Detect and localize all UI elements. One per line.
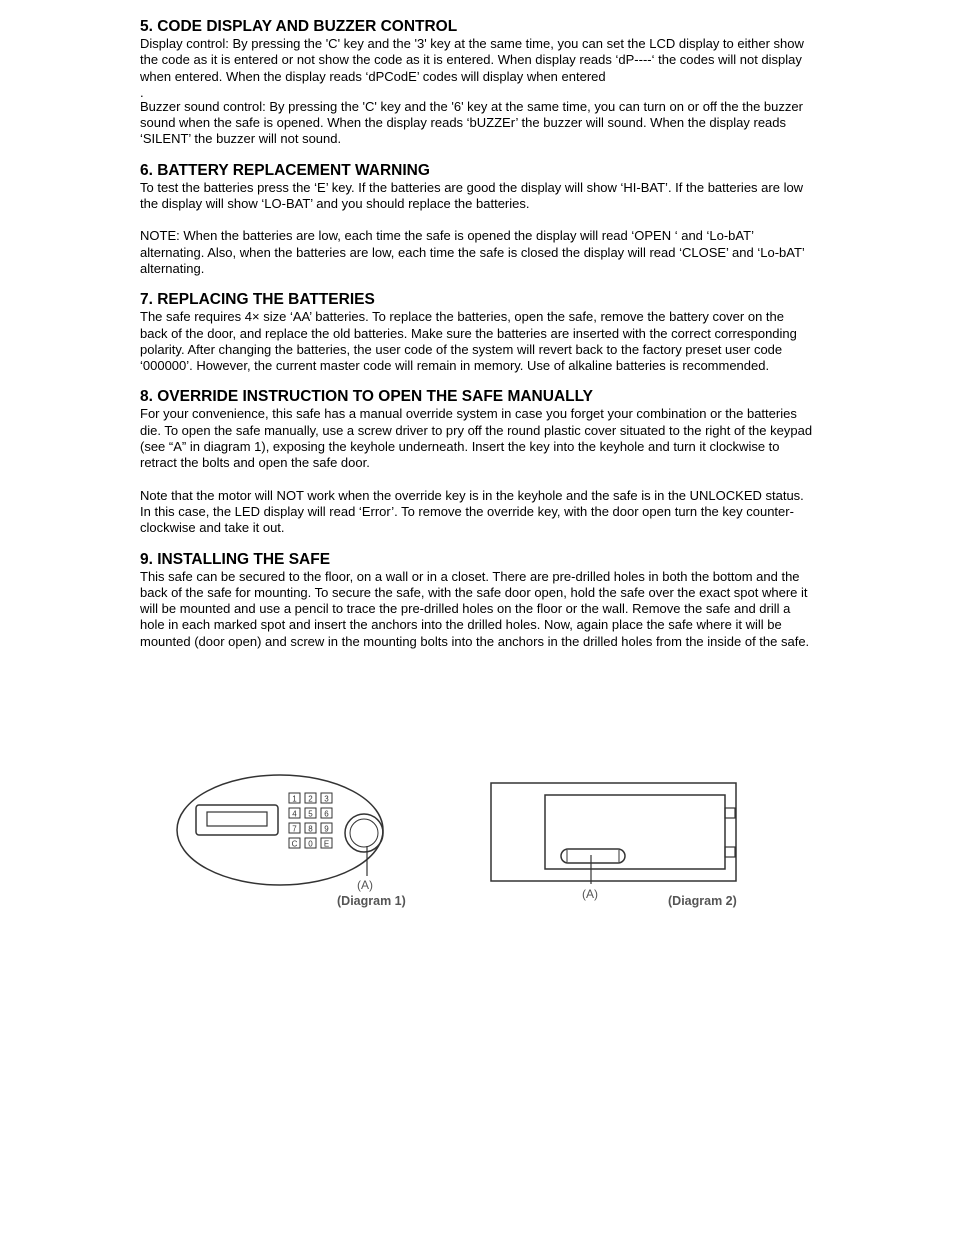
keypad-key (305, 838, 316, 848)
paragraph: NOTE: When the batteries are low, each time the safe is opened the display will read ‘OPEN ‘ and ‘Lo-bAT’ alternating. Also, when the batteries are low, each time the safe is closed the display will read ‘CLOSE’ and ‘Lo-bAT’ alternating. (140, 228, 805, 276)
hinge-bottom (725, 847, 735, 857)
keypad-panel-outline (177, 775, 383, 885)
diagram-2 (491, 783, 736, 884)
keypad-key-label: C (291, 839, 298, 849)
keypad-key (289, 838, 300, 848)
keypad-key-label: 6 (324, 809, 329, 819)
paragraph: . (140, 84, 144, 100)
section-override (140, 388, 815, 536)
override-cover (345, 814, 383, 852)
battery-compartment (545, 795, 725, 869)
paragraph: The safe requires 4× size ‘AA’ batteries. To replace the batteries, open the safe, remove the battery cover on the back of the door, and replace the old batteries. Make sure the batteries are inserted with the correct corresponding polarity. After changing the batteries, the user code of the system will revert back to the factory preset user code ‘000000’. However, the current master code will remain in memory. Use of alkaline batteries is recommended. (140, 309, 797, 374)
callout-label: (A) (582, 887, 598, 901)
keypad-key-label: 3 (324, 794, 329, 804)
keypad-key-label: 1 (292, 794, 297, 804)
paragraph: Note that the motor will NOT work when the override key is in the keyhole and the safe is in the UNLOCKED status. In this case, the LED display will read ‘Error’. To remove the override key, with the door open turn the key counter-clockwise and take it out. (140, 487, 804, 536)
diagram-1 (177, 775, 383, 885)
section-code-display (140, 18, 815, 148)
section-replacing-batteries (140, 291, 815, 374)
keypad-key (305, 808, 316, 818)
keypad-key (289, 823, 300, 833)
override-cover-inner (350, 819, 378, 847)
safe-outline (491, 783, 736, 881)
keypad-key-label: 0 (308, 839, 313, 849)
keypad-key-label: 2 (308, 794, 313, 804)
hinge-top (725, 808, 735, 818)
keypad-key-label: 4 (292, 809, 297, 819)
diagram-caption: (Diagram 2) (668, 894, 737, 908)
keypad-key (321, 808, 332, 818)
diagram-caption: (Diagram 1) (337, 894, 406, 908)
keypad-key (321, 838, 332, 848)
paragraph: To test the batteries press the ‘E’ key. If the batteries are good the display will show ‘HI-BAT’. If the batteries are low the display will show ‘LO-BAT’ and you should replace the batteries. (140, 179, 804, 212)
keypad-key-label: E (323, 839, 330, 849)
keypad-key-label: 9 (324, 824, 329, 834)
keypad-key (305, 823, 316, 833)
section-heading: 9. INSTALLING THE SAFE (140, 550, 331, 568)
callout-label: (A) (357, 878, 373, 892)
mounting-slot (561, 849, 625, 863)
keypad-key-label: 8 (308, 824, 313, 834)
keypad-key-label: 7 (292, 824, 297, 834)
section-battery-warning (140, 162, 815, 277)
keypad (289, 793, 332, 848)
lcd-display-screen (207, 812, 267, 826)
keypad-key (289, 808, 300, 818)
lcd-display-frame (196, 805, 278, 835)
keypad-key (321, 823, 332, 833)
paragraph: For your convenience, this safe has a manual override system in case you forget your combination or the batteries die. To open the safe manually, use a screw driver to pry off the round plastic cover situated to the right of the keypad (see “A” in diagram 1), exposing the keyhole underneath. Insert the key into the keyhole and turn it clockwise to retract the bolts and open the safe door. (140, 406, 813, 471)
keypad-key (289, 793, 300, 803)
manual-page (140, 18, 815, 664)
section-heading: 7. REPLACING THE BATTERIES (140, 291, 375, 309)
keypad-key-label: 5 (308, 809, 313, 819)
paragraph: Display control: By pressing the 'C' key and the '3' key at the same time, you can set the LCD display to either show the code as it is entered or not show the code as it is entered. When display reads ‘dP----‘ the codes will not display when entered. When the display reads ‘dPCodE’ codes will display when entered (140, 36, 804, 84)
keypad-key (321, 793, 332, 803)
section-heading: 5. CODE DISPLAY AND BUZZER CONTROL (140, 18, 458, 35)
paragraph: Buzzer sound control: By pressing the 'C' key and the '6' key at the same time, you can turn on or off the the buzzer sound when the safe is opened. When the display reads ‘bUZZEr’ the buzzer will sound. When the display reads ‘SILENT’ the buzzer will not sound. (140, 98, 803, 147)
keypad-key (305, 793, 316, 803)
section-installing (140, 551, 815, 650)
section-heading: 8. OVERRIDE INSTRUCTION TO OPEN THE SAFE MANUALLY (140, 388, 593, 406)
section-heading: 6. BATTERY REPLACEMENT WARNING (140, 161, 430, 179)
paragraph: This safe can be secured to the floor, on a wall or in a closet. There are pre-drilled holes in both the bottom and the back of the safe for mounting. To secure the safe, with the safe door open, hold the safe over the exact spot where it will be mounted and use a pencil to trace the pre-drilled holes on the floor or the wall. Remove the safe and drill a hole in each marked spot and insert the anchors into the drilled holes. Now, again place the safe where it will be mounted (door open) and screw in the mounting bolts into the anchors in the drilled holes from the inside of the safe. (140, 568, 810, 649)
